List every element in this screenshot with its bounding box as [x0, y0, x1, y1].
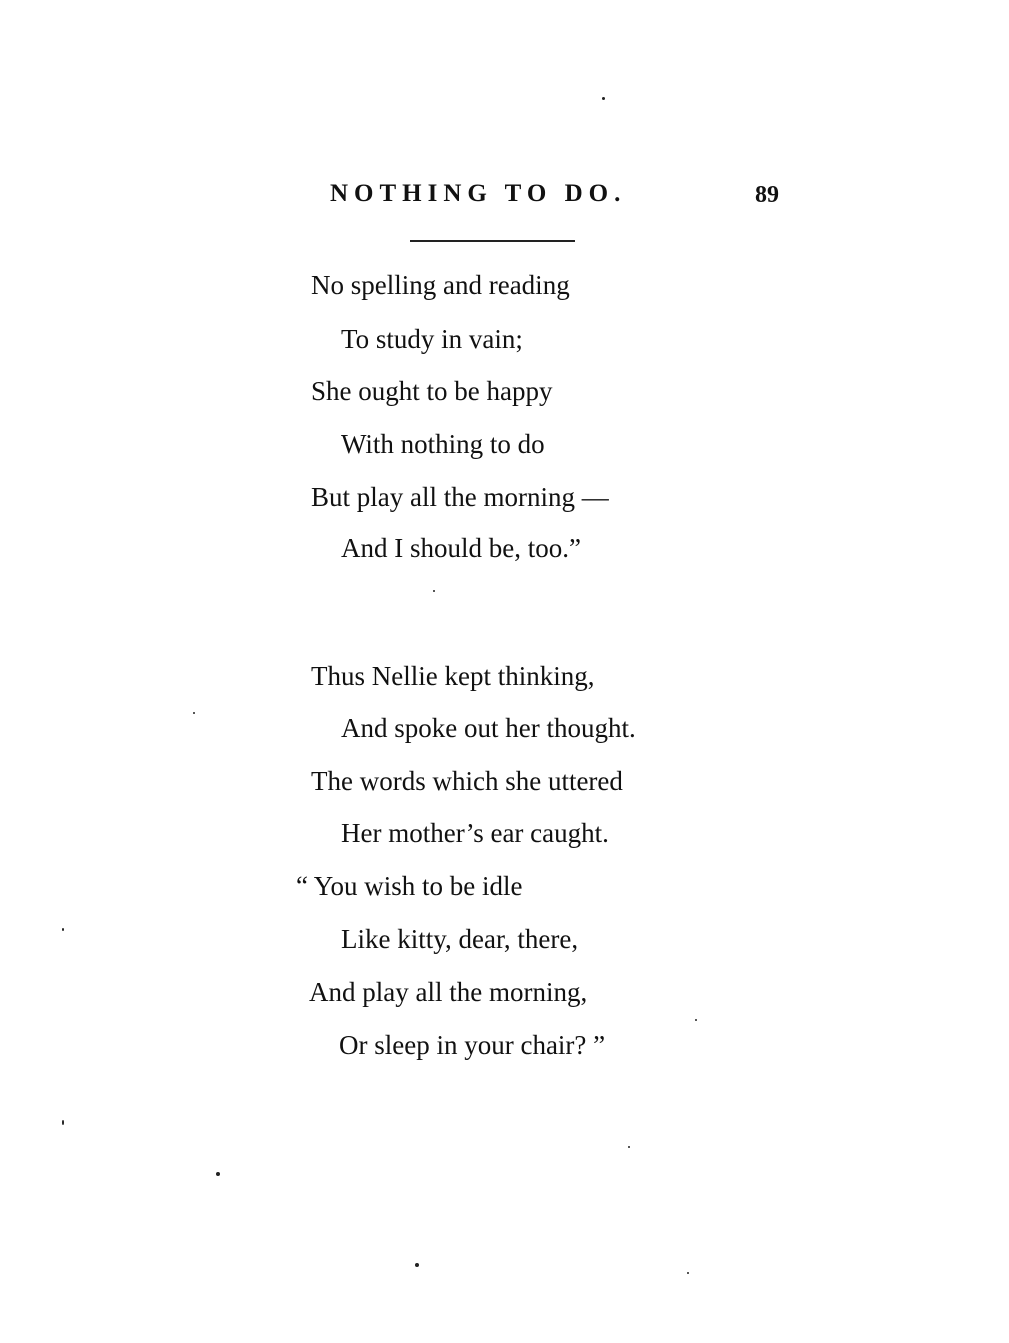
poem-line: And play all the morning,	[309, 977, 588, 1007]
scan-speck	[695, 1019, 697, 1021]
poem-line: No spelling and reading	[311, 270, 570, 300]
poem-line: “ You wish to be idle	[296, 871, 523, 901]
poem-line: To study in vain;	[341, 324, 523, 354]
poem-line: And I should be, too.”	[341, 533, 581, 563]
scan-speck	[62, 928, 64, 931]
scan-speck	[628, 1146, 630, 1148]
poem-line: But play all the morning —	[311, 482, 609, 512]
scan-speck	[415, 1263, 419, 1267]
scan-speck	[216, 1172, 220, 1176]
scan-speck	[433, 590, 435, 592]
scan-speck	[687, 1272, 689, 1274]
poem-line: The words which she uttered	[311, 766, 623, 796]
poem-line: Thus Nellie kept thinking,	[311, 661, 595, 691]
scan-speck	[193, 712, 195, 714]
page-number: 89	[755, 182, 779, 208]
poem-line: With nothing to do	[341, 429, 545, 459]
poem-line: Her mother’s ear caught.	[341, 818, 609, 848]
poem-line: Like kitty, dear, there,	[341, 924, 579, 954]
scan-speck	[62, 1120, 64, 1125]
poem-line: Or sleep in your chair? ”	[339, 1030, 606, 1060]
running-title: NOTHING TO DO.	[330, 180, 627, 207]
poem-line: She ought to be happy	[311, 376, 553, 406]
poem-line: And spoke out her thought.	[341, 713, 636, 743]
scan-speck	[602, 97, 605, 100]
header-rule	[410, 240, 575, 242]
